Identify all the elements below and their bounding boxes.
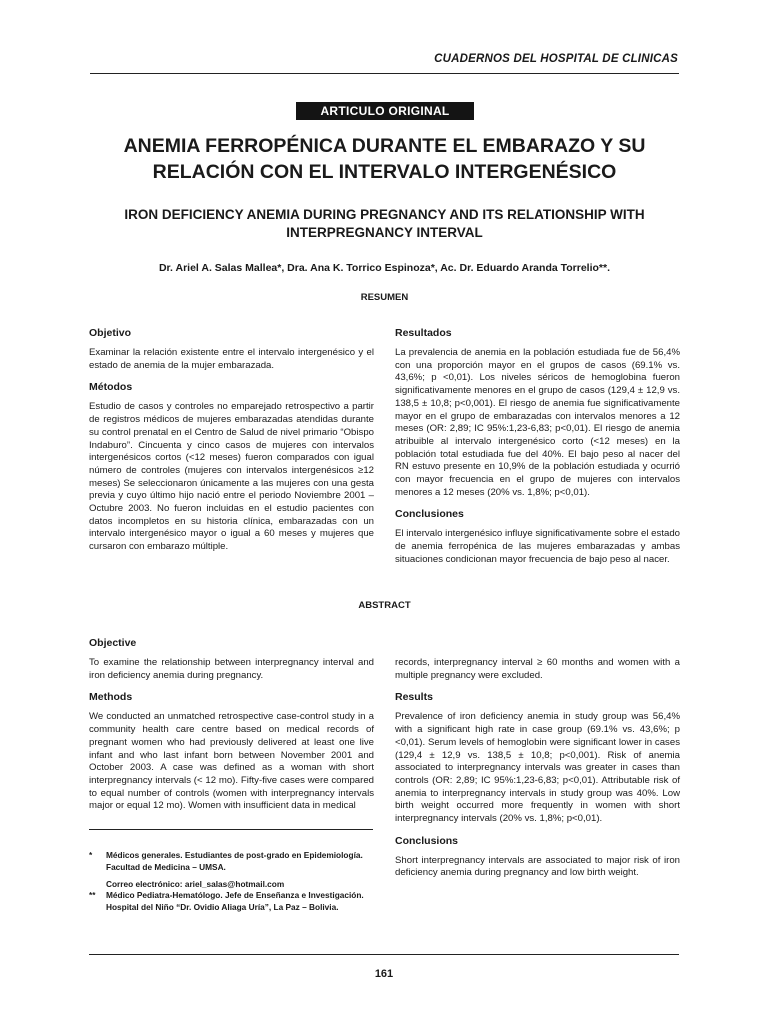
objective-text: To examine the relationship between interpregnancy interval and iron deficiency anemia during pregnancy.	[89, 657, 374, 681]
abstract-left-column	[89, 637, 374, 822]
resultados-label: Resultados	[395, 327, 452, 339]
results-text: Prevalence of iron deficiency anemia in study group was 56,4% with a significant high rate in case group (69.1% vs. 43,6%; p <0,01). Serum levels of hemoglobin were significant lower in cases (129,4 ± 12,9 vs. 138,5 ± 10,8; p<0,001). Risk of anemia associated to interpregnancy intervals was greater in cases than controls (OR: 2,89; IC 95%:1,23-6,83; p<0,01). Attributable risk of anemia to interpregnancy intervals in study group was 40%. Low birth weight occurred more frequently in women with short interpregnancy intervals (20% vs. 1,8%; p<0,01).	[395, 711, 680, 825]
objective-label: Objective	[89, 637, 137, 649]
title-english: IRON DEFICIENCY ANEMIA DURING PREGNANCY AND ITS RELATIONSHIP WITH INTERPREGNANCY INTERVAL	[124, 207, 645, 240]
footnote-2-text: Médico Pediatra-Hematólogo. Jefe de Enseñanza e Investigación. Hospital del Niño “Dr. Ovidio Aliaga Uría”, La Paz – Bolivia.	[106, 890, 364, 912]
conclusions-label: Conclusions	[395, 834, 459, 847]
methods-text: We conducted an unmatched retrospective case-control study in a community health care centre based on medical records of pregnant women who had previously delivered at least one live infant and who last infant born between November 2001 and October 2003. A case was defined as a woman with short interpregnancy intervals (< 12 mo). Fifty-five cases were compared to equal number of controls (women with interpregnancy intervals major or equal 12 mo). Women with insufficient data in medical	[89, 711, 374, 812]
footnote-2	[89, 890, 374, 913]
abstract-heading: ABSTRACT	[358, 600, 411, 611]
conclusiones-label: Conclusiones	[395, 508, 464, 521]
footnote-email-text: Correo electrónico: ariel_salas@hotmail.com	[106, 879, 285, 889]
footnote-1-text: Médicos generales. Estudiantes de post-grado en Epidemiología. Facultad de Medicina – UMSA.	[106, 850, 363, 872]
metodos-label: Métodos	[89, 381, 133, 394]
footnote-1	[89, 850, 374, 873]
resumen-heading: RESUMEN	[360, 292, 409, 303]
footnote-rule	[89, 829, 373, 830]
bottom-rule	[89, 954, 679, 955]
metodos-text: Estudio de casos y controles no emparejado retrospectivo a partir de registros médicos de mujeres embarazadas atendidas durante su control prenatal en el Centro de Salud de nivel primario “Obispo Indaburo”. Cincuenta y cinco casos de mujeres con intervalos intergenésicos cortos (<12 meses) fueron comparados con igual número de controles (mujeres con intervalos intergenésicos ≥12 meses) Se seleccionaron únicamente a las mujeres con una gesta previa y cuyo último hijo nació entre el periodo Noviembre 2001 – Octubre 2003. No fueron incluidas en el estudio pacientes con datos incompletos en su historia clínica, embarazadas con un intervalo intergenésico mayor o igual a 60 meses y mujeres que cursaron con embarazo múltiple.	[89, 401, 374, 553]
resultados-text: La prevalencia de anemia en la población estudiada fue de 56,4% con una proporción mayor en el grupos de casos (69.1% vs. 43,6%; p <0,01). Los niveles séricos de hemoglobina fueron significativamente menores en el grupo de casos (129,4 ± 12,9 vs. 138,5 ± 10,8; p<0,001). El riesgo de anemia fue significativamente mayor en el grupo de embarazadas con intervalos menores a 12 meses (OR: 2,89; IC 95%:1,23-6,83; p<0,01). El riesgo de anemia atribuible al intervalo intergenésico corto (<12 meses) en la población total estudiada fue del 40%. El bajo peso al nacer del RN estuvo presente en 10,9% de la población estudiada y ocurrió con mayor frecuencia en el grupo de mujeres con intervalos menores a 12 meses (20% vs. 1,8%; p<0,01).	[395, 347, 680, 498]
methods-text-continued: records, interpregnancy interval ≥ 60 months and women with a multiple pregnancy were excluded.	[395, 657, 680, 681]
author-list: Dr. Ariel A. Salas Mallea*, Dra. Ana K. Torrico Espinoza*, Ac. Dr. Eduardo Aranda Torrelio**.	[158, 262, 611, 274]
resumen-right-column	[395, 327, 680, 576]
header-rule	[90, 73, 679, 74]
results-label: Results	[395, 691, 433, 704]
article-type-badge: ARTICULO ORIGINAL	[296, 102, 474, 120]
journal-title: CUADERNOS DEL HOSPITAL DE CLINICAS	[434, 53, 678, 65]
conclusiones-text: El intervalo intergenésico influye significativamente sobre el estado de anemia ferropénica de las mujeres embarazadas y ambas situaciones condicionan mayor frecuencia de bajo peso al nacer.	[395, 528, 680, 565]
footnote-1-mark: *	[89, 850, 93, 860]
footnote-2-mark: **	[89, 890, 96, 900]
methods-label: Methods	[89, 691, 133, 704]
objetivo-text: Examinar la relación existente entre el intervalo intergenésico y el estado de anemia de la mujer embarazada.	[89, 347, 374, 371]
conclusions-text: Short interpregnancy intervals are associated to major risk of iron deficiency anemia during pregnancy and low birth weight.	[395, 854, 680, 879]
resumen-left-column	[89, 327, 374, 563]
title-spanish: ANEMIA FERROPÉNICA DURANTE EL EMBARAZO Y SU RELACIÓN CON EL INTERVALO INTERGENÉSICO	[123, 135, 646, 183]
footnote-email	[89, 879, 374, 891]
page-number: 161	[374, 968, 394, 980]
objetivo-label: Objetivo	[89, 327, 132, 339]
abstract-right-column	[395, 657, 680, 889]
